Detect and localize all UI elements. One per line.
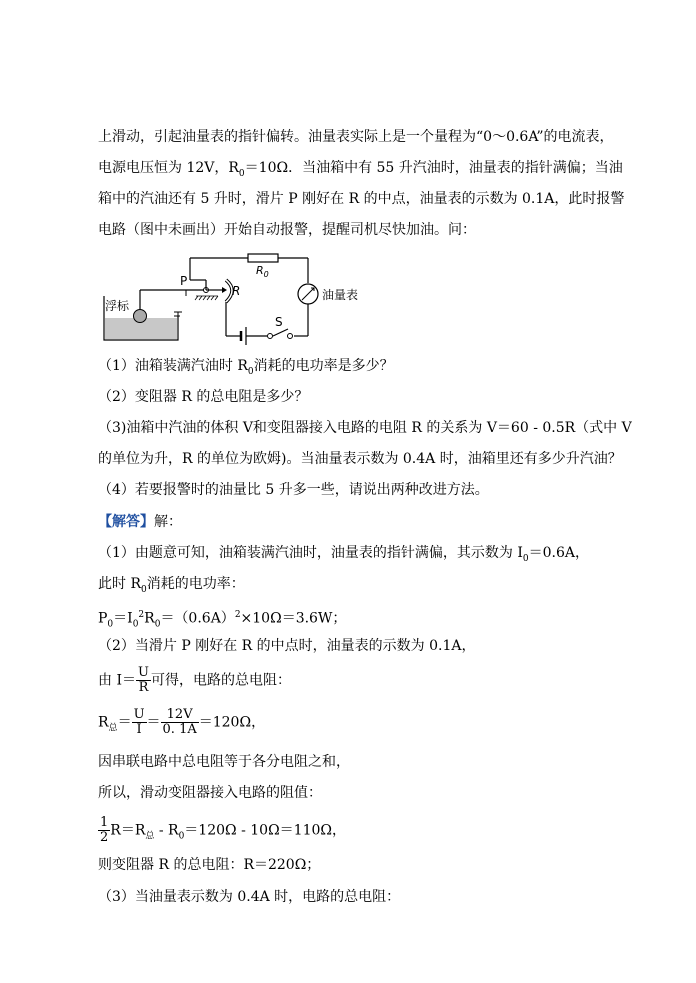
superscript: 2 — [234, 610, 241, 620]
question-text: 的单位为升，R 的单位为欧姆)。当油量表示数为 0.4A 时，油箱里还有多少升汽油？ — [98, 451, 622, 467]
question-3-line-1 — [98, 418, 632, 438]
answer-text: ＝120Ω， — [198, 714, 266, 731]
question-4 — [98, 480, 489, 500]
subscript: 0 — [178, 831, 185, 842]
question-text: （2）变阻器 R 的总电阻是多少？ — [98, 389, 309, 405]
subscript: 0 — [238, 168, 245, 179]
subscript: 总 — [145, 831, 155, 842]
label-s: S — [275, 315, 283, 329]
answer-text: 消耗的电功率： — [146, 576, 245, 592]
problem-text: 上滑动，引起油量表的指针偏转。油量表实际上是一个量程为“0～0.6A”的电流表， — [98, 129, 614, 145]
superscript: 2 — [138, 610, 145, 620]
answer-text: （1）由题意可知，油箱装满汽油时，油量表的指针满偏，其示数为 I — [98, 545, 523, 561]
answer-text: ＝ — [117, 714, 132, 731]
answer-text: 可得，电路的总电阻： — [150, 672, 291, 689]
label-meter: 油量表 — [322, 288, 359, 302]
answer-text: 此时 R — [98, 576, 141, 592]
problem-line-2 — [98, 158, 623, 184]
question-text: 消耗的电功率是多少？ — [253, 358, 394, 374]
subscript: 0 — [132, 619, 139, 630]
subscript: 0 — [107, 619, 114, 630]
question-3-line-2 — [98, 449, 622, 469]
answer-text: - R — [154, 822, 179, 839]
answer-text: R＝R — [110, 822, 146, 839]
subscript: 总 — [108, 723, 118, 734]
answer-text: （2）当滑片 P 刚好在 R 的中点时，油量表的示数为 0.1A， — [98, 638, 476, 654]
question-1 — [98, 356, 394, 382]
answer-3-line-1 — [98, 887, 400, 907]
label-float: 浮标 — [105, 299, 130, 313]
answer-text: 解： — [154, 514, 182, 530]
label-r0: $R_0$ — [256, 264, 269, 279]
label-r: R — [232, 284, 241, 298]
resistor-r0 — [248, 254, 278, 262]
answer-text: R — [98, 714, 109, 731]
switch-contact-left — [268, 334, 273, 339]
answer-text: ＝ — [146, 714, 161, 731]
switch-blade — [273, 329, 288, 336]
float-ball — [134, 310, 147, 323]
slider-arrowhead — [222, 287, 227, 293]
question-2 — [98, 387, 308, 407]
answer-text: 所以，滑动变阻器接入电路的阻值： — [98, 785, 322, 801]
subscript: 0 — [522, 553, 529, 564]
subscript: 0 — [247, 366, 254, 377]
answer-2-line-6 — [98, 816, 346, 846]
answer-text: ＝0.6A， — [528, 545, 589, 561]
question-text: （1）油箱装满汽油时 R — [98, 358, 248, 374]
answer-text: ＝（0.6A） — [160, 610, 235, 627]
answer-1-line-2 — [98, 574, 245, 600]
answer-text: ×10Ω＝3.6W； — [240, 610, 347, 627]
subscript: 0 — [141, 584, 147, 595]
answer-2-line-5 — [98, 783, 322, 803]
switch-contact-right — [288, 334, 293, 339]
fraction-u-over-r: $\frac{U}{R}$ — [137, 665, 149, 695]
fraction-one-half: $\frac{1}{2}$ — [100, 815, 109, 845]
answer-2-line-7 — [98, 855, 320, 875]
answer-text: 则变阻器 R 的总电阻：R＝220Ω； — [98, 857, 321, 873]
pivot-ground — [195, 296, 218, 300]
answer-1-line-3 — [98, 605, 346, 634]
answer-2-line-1 — [98, 636, 476, 656]
answer-text: 由 I＝ — [98, 672, 136, 689]
answer-heading — [98, 512, 182, 532]
question-text: （3)油箱中汽油的体积 V和变阻器接入电路的电阻 R 的关系为 V＝60 - 0.5R（式中 V — [98, 420, 632, 436]
answer-2-line-3 — [98, 708, 265, 738]
answer-text: ＝120Ω - 10Ω＝110Ω， — [184, 822, 347, 839]
question-text: （4）若要报警时的油量比 5 升多一些，请说出两种改进方法。 — [98, 482, 489, 498]
fraction-12v-over-01a: $\frac{12V}{0. 1A}$ — [162, 707, 197, 737]
answer-text: P — [98, 610, 108, 627]
circuit-diagram — [98, 250, 359, 350]
answer-text: 因串联电路中总电阻等于各分电阻之和， — [98, 754, 350, 770]
problem-text: 电路（图中未画出）开始自动报警，提醒司机尽快加油。问： — [98, 222, 476, 238]
tank-outlet — [174, 312, 182, 316]
answer-text: ＝I — [113, 610, 133, 627]
label-p: P — [180, 274, 188, 288]
problem-line-1 — [98, 127, 614, 147]
problem-text: 电源电压恒为 12V，R — [98, 160, 239, 176]
problem-text: 箱中的汽油还有 5 升时，滑片 P 刚好在 R 的中点，油量表的示数为 0.1A，此时报警 — [98, 191, 625, 207]
problem-line-4 — [98, 220, 476, 240]
fraction-u-over-i: $\frac{U}{I}$ — [133, 707, 145, 737]
answer-2-line-2 — [98, 666, 291, 695]
problem-text: ＝10Ω．当油箱中有 55 升汽油时，油量表的指针满偏；当油 — [244, 160, 623, 176]
answer-2-line-4 — [98, 752, 350, 772]
answer-1-line-1 — [98, 543, 589, 569]
answer-text: R — [144, 610, 155, 627]
problem-line-3 — [98, 189, 624, 209]
subscript: 0 — [154, 619, 161, 630]
answer-text: （3）当油量表示数为 0.4A 时，电路的总电阻： — [98, 889, 401, 905]
answer-tag: 【解答】 — [98, 514, 154, 530]
